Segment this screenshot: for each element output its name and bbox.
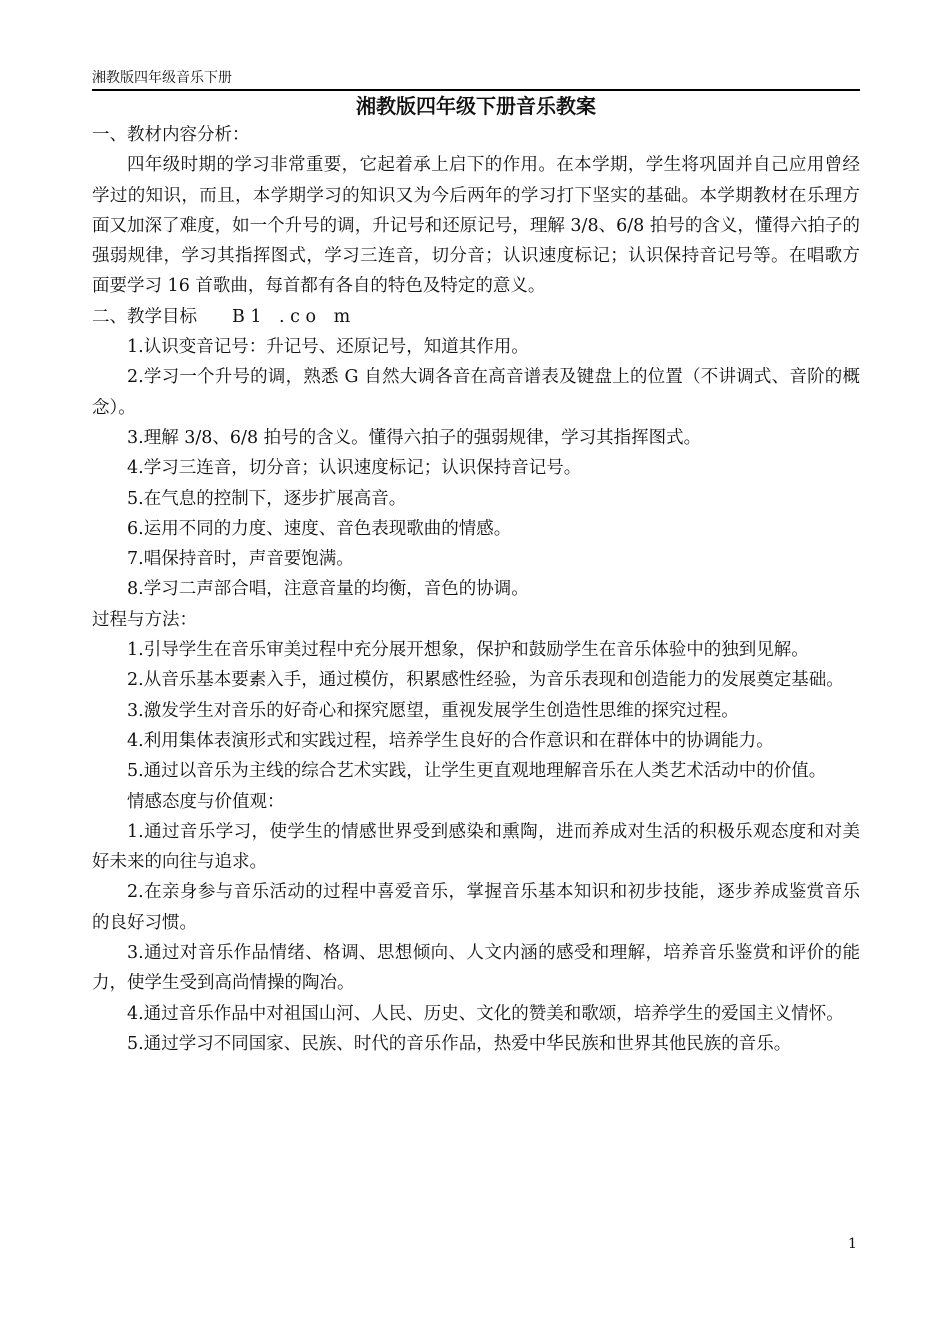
running-title: 湘教版四年级音乐下册: [92, 70, 232, 86]
list-item: 1.认识变音记号：升记号、还原记号，知道其作用。: [127, 337, 529, 358]
list-item: 2.从音乐基本要素入手，通过模仿，积累感性经验，为音乐表现和创造能力的发展奠定基础。: [127, 670, 844, 691]
list-item: 7.唱保持音时，声音要饱满。: [127, 549, 354, 570]
list-item: 1.通过音乐学习，使学生的情感世界受到感染和熏陶，进而养成对生活的积极乐观态度和对美好未来的向往与追求。: [92, 821, 860, 873]
list-item: 4.利用集体表演形式和实践过程，培养学生良好的合作意识和在群体中的协调能力。: [127, 730, 774, 751]
section-heading: 情感态度与价值观：: [127, 791, 285, 812]
list-item: 2.学习一个升号的调，熟悉 G 自然大调各音在高音谱表及键盘上的位置（不讲调式、音阶的概念）。: [92, 367, 860, 418]
list-item: 1.引导学生在音乐审美过程中充分展开想象，保护和鼓励学生在音乐体验中的独到见解。: [127, 640, 809, 661]
page-header: [92, 68, 860, 91]
list-item: 5.在气息的控制下，逐步扩展高音。: [127, 488, 407, 509]
section-heading: 过程与方法：: [92, 609, 197, 630]
section-heading: 一、教材内容分析：: [92, 125, 250, 145]
list-item: 6.运用不同的力度、速度、音色表现歌曲的情感。: [127, 518, 512, 539]
list-item: 5.通过以音乐为主线的综合艺术实践，让学生更直观地理解音乐在人类艺术活动中的价值。: [127, 761, 827, 782]
section-heading: 二、教学目标 B 1 . c o m: [92, 306, 351, 327]
list-item: 2.在亲身参与音乐活动的过程中喜爱音乐，掌握音乐基本知识和初步技能，逐步养成鉴赏音乐的良好习惯。: [92, 882, 860, 933]
page-number: 1: [848, 1236, 857, 1252]
list-item: 8.学习二声部合唱，注意音量的均衡，音色的协调。: [127, 579, 529, 600]
paragraph: 四年级时期的学习非常重要，它起着承上启下的作用。在本学期，学生将巩固并自己应用曾经学过的知识，而且，本学期学习的知识又为今后两年的学习打下坚实的基础。本学期教材在乐理方面又加深了难度，如一个升号的调，升记号和还原记号，理解 3/8、6/8 拍号的含义，懂得六拍子的强弱规律，学习其指挥图式，学习三连音，切分音；认识速度标记；认识保持音记号等。在唱歌方面要学习 16 首歌曲，每首都有各自的特色及特定的意义。: [92, 155, 860, 297]
list-item: 5.通过学习不同国家、民族、时代的音乐作品，热爱中华民族和世界其他民族的音乐。: [127, 1033, 792, 1054]
list-item: 3.激发学生对音乐的好奇心和探究愿望，重视发展学生创造性思维的探究过程。: [127, 700, 739, 721]
list-item: 4.通过音乐作品中对祖国山河、人民、历史、文化的赞美和歌颂，培养学生的爱国主义情怀。: [127, 1003, 844, 1024]
list-item: 3.通过对音乐作品情绪、格调、思想倾向、人文内涵的感受和理解，培养音乐鉴赏和评价的能力，使学生受到高尚情操的陶冶。: [92, 943, 860, 994]
list-item: 3.理解 3/8、6/8 拍号的含义。懂得六拍子的强弱规律，学习其指挥图式。: [127, 427, 702, 448]
list-item: 4.学习三连音，切分音；认识速度标记；认识保持音记号。: [127, 458, 582, 479]
document-title: 湘教版四年级下册音乐教案: [356, 94, 596, 118]
document-body: [92, 92, 860, 1059]
